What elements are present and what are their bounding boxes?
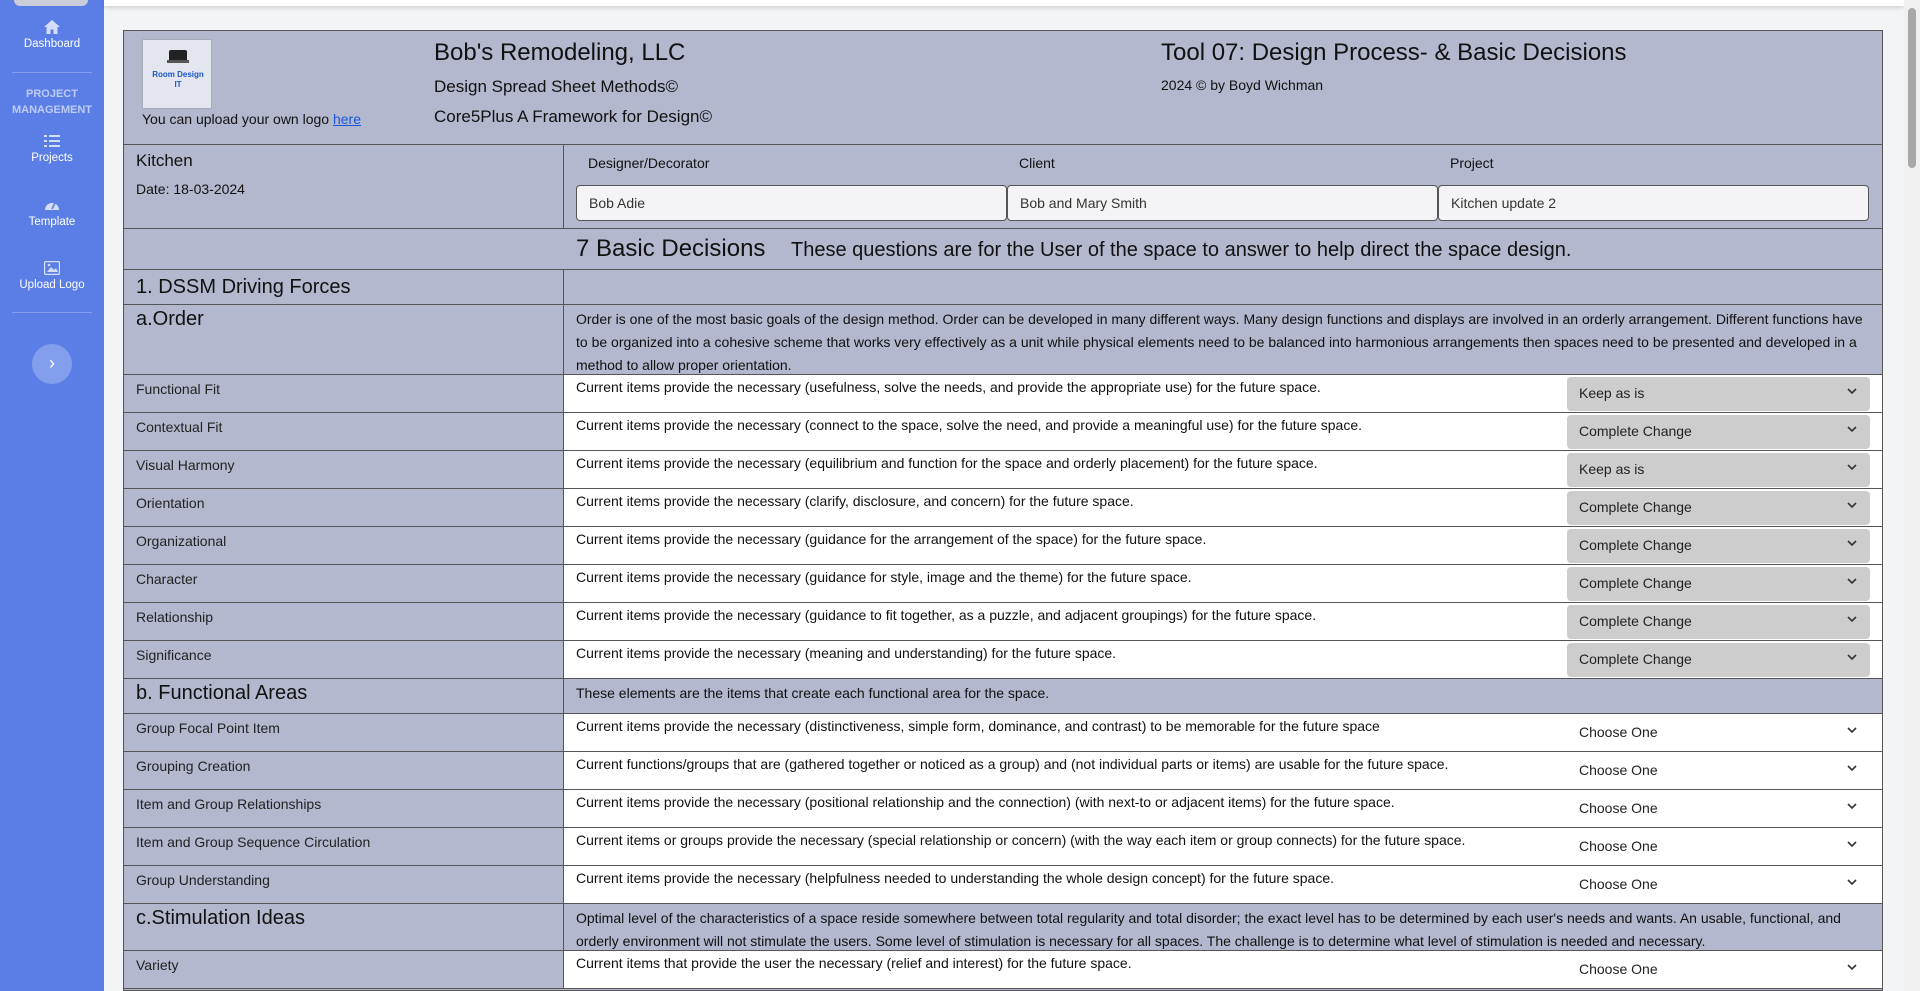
sidebar-divider	[12, 72, 92, 73]
project-label: Project	[1450, 155, 1494, 171]
row-label: Character	[136, 571, 198, 587]
decision-select[interactable]: Choose One	[1567, 754, 1870, 788]
chevron-down-icon	[1846, 423, 1858, 435]
subsection-row-functional	[124, 679, 1882, 714]
table-row	[124, 714, 1882, 752]
home-icon	[44, 20, 60, 34]
company-subtitle-2: Core5Plus A Framework for Design©	[434, 107, 713, 126]
sidebar-item-label: Template	[28, 216, 76, 228]
subsection-row-stimulation	[124, 904, 1882, 951]
row-question: Current items provide the necessary (usefulness, solve the needs, and provide the appropriate use) for the future space.	[576, 379, 1321, 395]
worksheet-header	[124, 31, 1882, 145]
row-label: Grouping Creation	[136, 758, 251, 774]
chevron-down-icon	[1846, 537, 1858, 549]
table-row	[124, 790, 1882, 828]
project-info	[124, 145, 1882, 229]
room-name: Kitchen	[136, 151, 193, 170]
row-question: Current functions/groups that are (gathered together or noticed as a group) and (not individual parts or items) are usable for the future space.	[576, 756, 1449, 772]
decision-select[interactable]: Keep as is	[1567, 377, 1870, 411]
section-title: 1. DSSM Driving Forces	[136, 276, 351, 298]
sidebar-top-button[interactable]	[14, 0, 88, 6]
subsection-description: Optimal level of the characteristics of a space reside somewhere between total regularity and total disorder; the exact level has to be determined by each user's needs and wants. An usable, functional, and orderly environment will not stimulate the users. Some level of stimulation is necessary for all spaces. The challenge is to determine what level of stimulation is needed and necessary.	[576, 910, 1841, 949]
row-label: Item and Group Relationships	[136, 796, 322, 812]
row-question: Current items provide the necessary (meaning and understanding) for the future space.	[576, 645, 1117, 661]
sidebar-item-label: Dashboard	[23, 38, 81, 50]
chevron-down-icon	[1846, 613, 1858, 625]
gauge-icon	[44, 198, 60, 212]
row-question: Current items provide the necessary (equilibrium and function for the space and orderly placement) for the future space.	[576, 455, 1318, 471]
designer-label: Designer/Decorator	[588, 155, 710, 171]
decision-select[interactable]: Choose One	[1567, 792, 1870, 826]
row-label: Contextual Fit	[136, 419, 223, 435]
row-label: Group Understanding	[136, 872, 270, 888]
chevron-down-icon	[1846, 385, 1858, 397]
sidebar-item-template[interactable]	[0, 198, 104, 228]
tool-copyright: 2024 © by Boyd Wichman	[1161, 77, 1324, 93]
project-field	[1438, 155, 1869, 221]
row-question: Current items provide the necessary (helpfulness needed to understanding the whole design concept) for the future space.	[576, 870, 1335, 886]
topbar	[104, 0, 1904, 6]
table-row	[124, 413, 1882, 451]
section-row	[124, 270, 1882, 305]
row-label: Functional Fit	[136, 381, 221, 397]
sidebar-item-dashboard[interactable]	[0, 20, 104, 50]
table-row	[124, 752, 1882, 790]
client-input[interactable]: Bob and Mary Smith	[1007, 185, 1438, 221]
chevron-down-icon	[1846, 575, 1858, 587]
table-row	[124, 451, 1882, 489]
row-label: Visual Harmony	[136, 457, 235, 473]
scrollbar-thumb[interactable]	[1908, 8, 1916, 168]
decision-select[interactable]: Complete Change	[1567, 643, 1870, 677]
chevron-down-icon	[1846, 724, 1858, 736]
project-input[interactable]: Kitchen update 2	[1438, 185, 1869, 221]
decision-select[interactable]: Complete Change	[1567, 415, 1870, 449]
row-label: Significance	[136, 647, 212, 663]
image-icon	[44, 261, 60, 275]
chevron-down-icon	[1846, 838, 1858, 850]
sidebar-item-upload-logo[interactable]	[0, 261, 104, 291]
company-subtitle-1: Design Spread Sheet Methods©	[434, 77, 679, 96]
sidebar	[0, 0, 104, 991]
row-question: Current items provide the necessary (guidance to fit together, as a puzzle, and adjacent groupings) for the future space.	[576, 607, 1317, 623]
row-question: Current items provide the necessary (positional relationship and the connection) (with next-to or adjacent items) for the future space.	[576, 794, 1395, 810]
subsection-title: a.Order	[136, 308, 204, 330]
decision-select[interactable]: Complete Change	[1567, 491, 1870, 525]
room-info	[124, 145, 564, 229]
decision-select[interactable]: Choose One	[1567, 830, 1870, 864]
decision-select[interactable]: Complete Change	[1567, 567, 1870, 601]
row-question: Current items provide the necessary (clarify, disclosure, and concern) for the future space.	[576, 493, 1134, 509]
decision-select[interactable]: Keep as is	[1567, 453, 1870, 487]
client-label: Client	[1019, 155, 1055, 171]
chevron-down-icon	[1846, 961, 1858, 973]
logo-text-line2: IT	[174, 80, 182, 89]
row-label: Item and Group Sequence Circulation	[136, 834, 371, 850]
project-date: Date: 18-03-2024	[136, 181, 245, 197]
row-label: Variety	[136, 957, 179, 973]
company-logo	[142, 39, 212, 109]
designer-field	[576, 155, 1007, 221]
table-row	[124, 375, 1882, 413]
table-row	[124, 603, 1882, 641]
chevron-down-icon	[1846, 876, 1858, 888]
row-question: Current items provide the necessary (guidance for the arrangement of the space) for the future space.	[576, 531, 1207, 547]
upload-logo-note: You can upload your own logo here	[142, 111, 361, 127]
sidebar-item-label: Upload Logo	[19, 279, 85, 291]
chevron-down-icon	[1846, 461, 1858, 473]
upload-logo-link[interactable]: here	[332, 111, 361, 127]
row-label: Relationship	[136, 609, 214, 625]
table-row	[124, 565, 1882, 603]
chevron-down-icon	[1846, 800, 1858, 812]
row-question: Current items or groups provide the necessary (special relationship or concern) (with the way each item or group connects) for the future space.	[576, 832, 1466, 848]
worksheet	[123, 30, 1883, 991]
decision-select[interactable]: Choose One	[1567, 716, 1870, 750]
subsection-description: These elements are the items that create each functional area for the space.	[576, 685, 1050, 701]
row-question: Current items provide the necessary (distinctiveness, simple form, dominance, and contrast) to be memorable for the future space	[576, 718, 1380, 734]
table-row	[124, 828, 1882, 866]
sidebar-section-title	[0, 86, 104, 118]
tool-title: Tool 07: Design Process- & Basic Decisions	[1161, 39, 1627, 66]
decision-select[interactable]: Complete Change	[1567, 529, 1870, 563]
table-row	[124, 489, 1882, 527]
row-question: Current items provide the necessary (guidance for style, image and the theme) for the future space.	[576, 569, 1192, 585]
subsection-row-order	[124, 305, 1882, 375]
decision-select[interactable]: Choose One	[1567, 868, 1870, 902]
list-icon	[44, 134, 60, 148]
subsection-title: b. Functional Areas	[136, 682, 308, 704]
table-row	[124, 866, 1882, 904]
sidebar-divider	[12, 312, 92, 313]
table-row	[124, 527, 1882, 565]
row-label: Orientation	[136, 495, 205, 511]
sidebar-item-label: Projects	[31, 152, 73, 164]
row-question: Current items provide the necessary (connect to the space, solve the need, and provide a meaningful use) for the future space.	[576, 417, 1363, 433]
sidebar-section-line2: MANAGEMENT	[11, 104, 93, 116]
subsection-description: Order is one of the most basic goals of the design method. Order can be developed in many different ways. Many design functions and displays are involved in an orderly arrangement. Different functions have to be organized into a cohesive scheme that works very effectively as a unit while physical elements need to be balanced into harmonious arrangements then spaces need to be presented and developed in a method to allow proper orientation.	[576, 311, 1863, 373]
chevron-down-icon	[1846, 651, 1858, 663]
row-question: Current items that provide the user the necessary (relief and interest) for the future space.	[576, 955, 1132, 971]
chevron-down-icon	[1846, 499, 1858, 511]
client-field	[1007, 155, 1438, 221]
decisions-banner	[124, 229, 1882, 270]
table-row	[124, 641, 1882, 679]
chevron-down-icon	[1846, 762, 1858, 774]
sidebar-toggle-button[interactable]	[32, 344, 72, 384]
sidebar-item-projects[interactable]	[0, 134, 104, 164]
subsection-title: c.Stimulation Ideas	[136, 907, 305, 929]
row-label: Group Focal Point Item	[136, 720, 280, 736]
sidebar-section-line1: PROJECT	[26, 88, 78, 100]
page-scrollbar[interactable]	[1904, 0, 1920, 991]
chevron-right-icon: ›	[49, 353, 55, 373]
lamp-icon	[169, 50, 187, 60]
decision-select[interactable]: Complete Change	[1567, 605, 1870, 639]
logo-text-line1: Room Design	[152, 70, 204, 79]
decision-select[interactable]: Choose One	[1567, 953, 1870, 987]
designer-input[interactable]: Bob Adie	[576, 185, 1007, 221]
table-row	[124, 951, 1882, 989]
banner-subtitle: These questions are for the User of the space to answer to help direct the space design.	[791, 239, 1572, 261]
company-name: Bob's Remodeling, LLC	[434, 39, 686, 66]
banner-title: 7 Basic Decisions	[576, 235, 766, 262]
row-label: Organizational	[136, 533, 227, 549]
